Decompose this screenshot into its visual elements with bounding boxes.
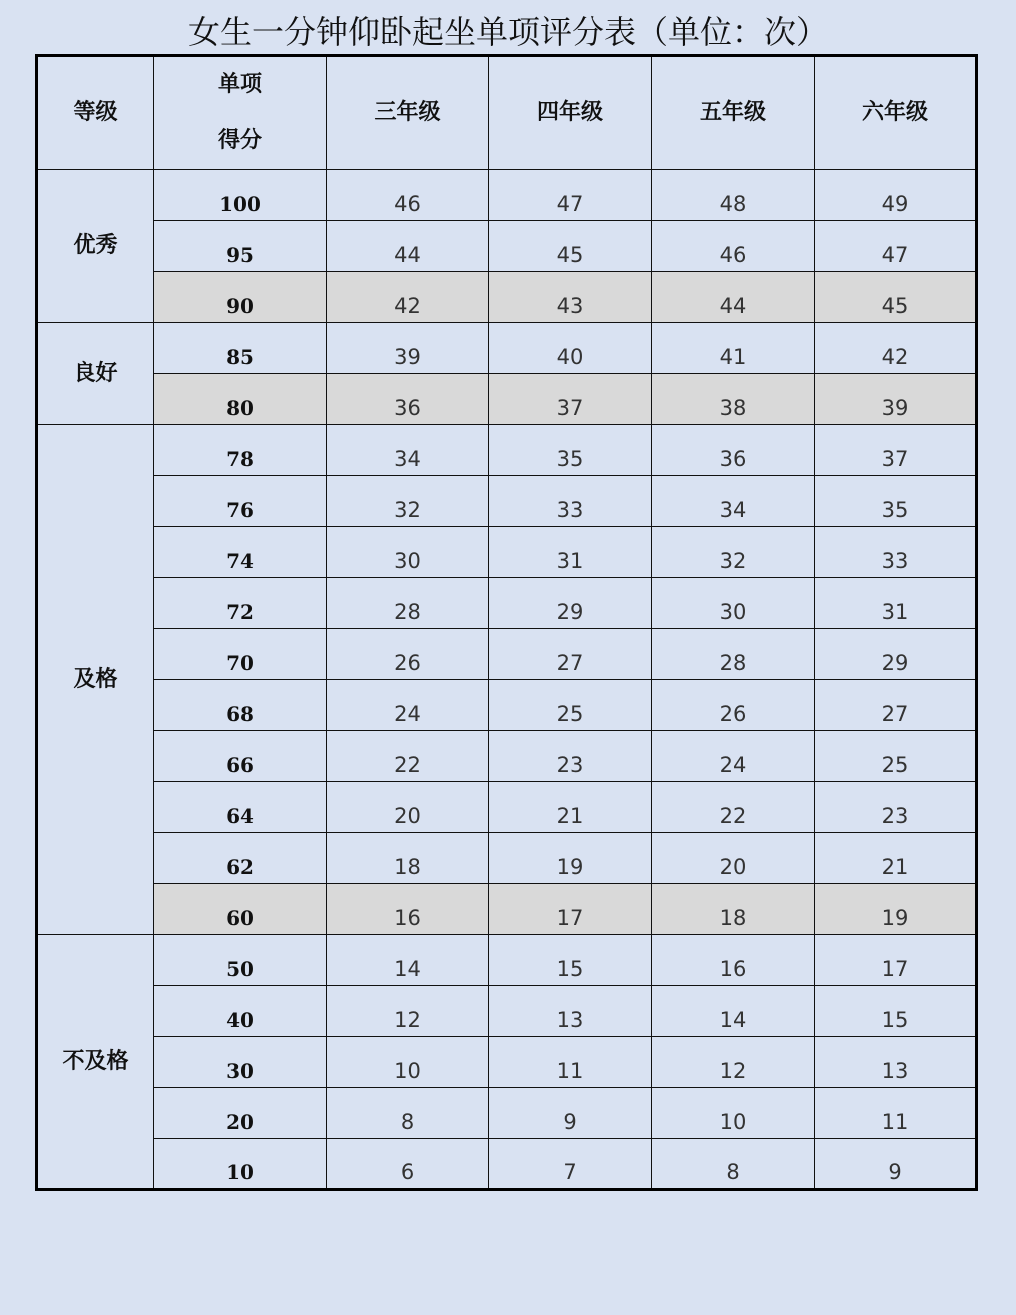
value-cell: 8 <box>652 1139 815 1190</box>
value-cell: 31 <box>815 578 977 629</box>
value-cell: 34 <box>327 425 489 476</box>
value-cell: 48 <box>652 170 815 221</box>
value-cell: 10 <box>327 1037 489 1088</box>
table-row <box>37 782 977 833</box>
value-cell: 27 <box>815 680 977 731</box>
value-cell: 19 <box>489 833 652 884</box>
value-cell: 44 <box>652 272 815 323</box>
value-cell: 19 <box>815 884 977 935</box>
value-cell: 23 <box>815 782 977 833</box>
value-cell: 13 <box>815 1037 977 1088</box>
header-grade-4: 四年级 <box>489 56 652 170</box>
value-cell: 39 <box>815 374 977 425</box>
value-cell: 28 <box>327 578 489 629</box>
level-cell: 优秀 <box>37 170 154 323</box>
value-cell: 46 <box>652 221 815 272</box>
table-row <box>37 1037 977 1088</box>
value-cell: 12 <box>652 1037 815 1088</box>
score-cell: 60 <box>154 884 327 935</box>
table-row <box>37 476 977 527</box>
value-cell: 45 <box>815 272 977 323</box>
value-cell: 46 <box>327 170 489 221</box>
value-cell: 18 <box>327 833 489 884</box>
value-cell: 32 <box>652 527 815 578</box>
value-cell: 37 <box>815 425 977 476</box>
value-cell: 22 <box>327 731 489 782</box>
value-cell: 28 <box>652 629 815 680</box>
score-table <box>35 54 978 1191</box>
value-cell: 17 <box>815 935 977 986</box>
score-cell: 62 <box>154 833 327 884</box>
header-score <box>154 56 327 170</box>
value-cell: 22 <box>652 782 815 833</box>
header-grade-3: 三年级 <box>327 56 489 170</box>
value-cell: 36 <box>327 374 489 425</box>
table-row <box>37 374 977 425</box>
value-cell: 42 <box>815 323 977 374</box>
value-cell: 49 <box>815 170 977 221</box>
value-cell: 7 <box>489 1139 652 1190</box>
value-cell: 21 <box>489 782 652 833</box>
level-cell: 良好 <box>37 323 154 425</box>
score-cell: 80 <box>154 374 327 425</box>
score-cell: 78 <box>154 425 327 476</box>
score-cell: 70 <box>154 629 327 680</box>
value-cell: 9 <box>815 1139 977 1190</box>
value-cell: 17 <box>489 884 652 935</box>
header-row <box>37 56 977 170</box>
header-level: 等级 <box>37 56 154 170</box>
table-row <box>37 1139 977 1190</box>
value-cell: 15 <box>489 935 652 986</box>
value-cell: 35 <box>489 425 652 476</box>
value-cell: 8 <box>327 1088 489 1139</box>
table-row <box>37 935 977 986</box>
value-cell: 30 <box>327 527 489 578</box>
header-score-line1: 单项 <box>217 72 262 97</box>
value-cell: 39 <box>327 323 489 374</box>
score-cell: 76 <box>154 476 327 527</box>
value-cell: 25 <box>489 680 652 731</box>
value-cell: 38 <box>652 374 815 425</box>
value-cell: 24 <box>327 680 489 731</box>
value-cell: 26 <box>327 629 489 680</box>
value-cell: 33 <box>815 527 977 578</box>
table-row <box>37 731 977 782</box>
value-cell: 11 <box>815 1088 977 1139</box>
score-cell: 72 <box>154 578 327 629</box>
value-cell: 35 <box>815 476 977 527</box>
value-cell: 27 <box>489 629 652 680</box>
score-cell: 68 <box>154 680 327 731</box>
table-row <box>37 680 977 731</box>
score-cell: 10 <box>154 1139 327 1190</box>
value-cell: 14 <box>327 935 489 986</box>
table-row <box>37 629 977 680</box>
value-cell: 13 <box>489 986 652 1037</box>
value-cell: 47 <box>815 221 977 272</box>
score-cell: 74 <box>154 527 327 578</box>
score-cell: 90 <box>154 272 327 323</box>
value-cell: 25 <box>815 731 977 782</box>
value-cell: 29 <box>489 578 652 629</box>
value-cell: 31 <box>489 527 652 578</box>
value-cell: 41 <box>652 323 815 374</box>
table-row <box>37 170 977 221</box>
value-cell: 32 <box>327 476 489 527</box>
score-cell: 30 <box>154 1037 327 1088</box>
value-cell: 20 <box>652 833 815 884</box>
score-cell: 100 <box>154 170 327 221</box>
value-cell: 20 <box>327 782 489 833</box>
table-row <box>37 527 977 578</box>
score-cell: 85 <box>154 323 327 374</box>
value-cell: 10 <box>652 1088 815 1139</box>
value-cell: 36 <box>652 425 815 476</box>
score-cell: 50 <box>154 935 327 986</box>
score-cell: 66 <box>154 731 327 782</box>
table-row <box>37 833 977 884</box>
value-cell: 44 <box>327 221 489 272</box>
header-score-line2: 得分 <box>217 128 262 153</box>
table-row <box>37 323 977 374</box>
value-cell: 15 <box>815 986 977 1037</box>
value-cell: 16 <box>327 884 489 935</box>
value-cell: 42 <box>327 272 489 323</box>
value-cell: 40 <box>489 323 652 374</box>
value-cell: 29 <box>815 629 977 680</box>
table-row <box>37 578 977 629</box>
value-cell: 26 <box>652 680 815 731</box>
value-cell: 24 <box>652 731 815 782</box>
header-grade-5: 五年级 <box>652 56 815 170</box>
value-cell: 23 <box>489 731 652 782</box>
value-cell: 12 <box>327 986 489 1037</box>
table-row <box>37 425 977 476</box>
value-cell: 14 <box>652 986 815 1037</box>
value-cell: 37 <box>489 374 652 425</box>
value-cell: 34 <box>652 476 815 527</box>
value-cell: 11 <box>489 1037 652 1088</box>
value-cell: 30 <box>652 578 815 629</box>
table-row <box>37 272 977 323</box>
score-cell: 64 <box>154 782 327 833</box>
score-cell: 40 <box>154 986 327 1037</box>
value-cell: 33 <box>489 476 652 527</box>
value-cell: 45 <box>489 221 652 272</box>
page-title: 女生一分钟仰卧起坐单项评分表（单位：次） <box>187 13 828 51</box>
value-cell: 43 <box>489 272 652 323</box>
table-row <box>37 884 977 935</box>
table-row <box>37 986 977 1037</box>
score-table-body <box>37 56 977 1190</box>
table-row <box>37 1088 977 1139</box>
value-cell: 21 <box>815 833 977 884</box>
value-cell: 16 <box>652 935 815 986</box>
level-cell: 及格 <box>37 425 154 935</box>
score-cell: 20 <box>154 1088 327 1139</box>
value-cell: 9 <box>489 1088 652 1139</box>
level-cell: 不及格 <box>37 935 154 1190</box>
value-cell: 6 <box>327 1139 489 1190</box>
header-grade-6: 六年级 <box>815 56 977 170</box>
value-cell: 18 <box>652 884 815 935</box>
value-cell: 47 <box>489 170 652 221</box>
score-cell: 95 <box>154 221 327 272</box>
table-row <box>37 221 977 272</box>
